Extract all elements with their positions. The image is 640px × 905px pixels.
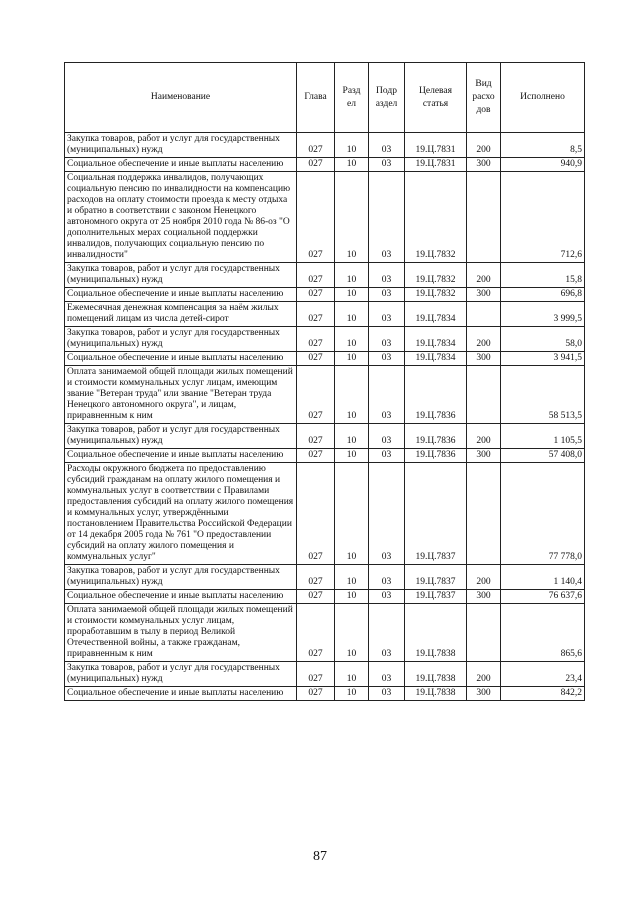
cell-chapter: 027 — [297, 463, 335, 565]
cell-name: Социальная поддержка инвалидов, получающих социальную пенсию по инвалидности на компенсацию расходов на оплату стоимости проезда к месту отдыха и обратно в соответствии с законом Ненецкого автономного округа от 25 ноября 2010 года № 86-оз "О дополнительных мерах социальной поддержки инвалидов, получающих социальную пенсию по инвалидности" — [65, 172, 297, 263]
cell-chapter: 027 — [297, 449, 335, 463]
table-row — [65, 158, 585, 172]
cell-section: 10 — [335, 158, 369, 172]
cell-subsection: 03 — [369, 590, 405, 604]
cell-name: Оплата занимаемой общей площади жилых помещений и стоимости коммунальных услуг лицам, проработавшим в тылу в период Великой Отечественной войны, а также гражданам, приравненным к ним — [65, 604, 297, 662]
cell-target: 19.Ц.7837 — [405, 565, 467, 590]
cell-subsection: 03 — [369, 352, 405, 366]
cell-name: Социальное обеспечение и иные выплаты населению — [65, 352, 297, 366]
cell-executed: 77 778,0 — [501, 463, 585, 565]
cell-chapter: 027 — [297, 565, 335, 590]
cell-chapter: 027 — [297, 302, 335, 327]
cell-name: Социальное обеспечение и иные выплаты населению — [65, 288, 297, 302]
cell-target: 19.Ц.7836 — [405, 424, 467, 449]
cell-target: 19.Ц.7831 — [405, 133, 467, 158]
cell-name: Закупка товаров, работ и услуг для государственных (муниципальных) нужд — [65, 662, 297, 687]
cell-target: 19.Ц.7834 — [405, 327, 467, 352]
cell-section: 10 — [335, 463, 369, 565]
cell-exp-type: 200 — [467, 662, 501, 687]
cell-section: 10 — [335, 327, 369, 352]
cell-chapter: 027 — [297, 604, 335, 662]
table-row — [65, 662, 585, 687]
cell-exp-type: 300 — [467, 158, 501, 172]
cell-exp-type: 200 — [467, 565, 501, 590]
cell-chapter: 027 — [297, 133, 335, 158]
table-row — [65, 263, 585, 288]
cell-exp-type: 300 — [467, 687, 501, 701]
header-name: Наименование — [65, 63, 297, 133]
cell-executed: 15,8 — [501, 263, 585, 288]
cell-target: 19.Ц.7837 — [405, 463, 467, 565]
cell-executed: 712,6 — [501, 172, 585, 263]
cell-name: Закупка товаров, работ и услуг для государственных (муниципальных) нужд — [65, 263, 297, 288]
cell-executed: 23,4 — [501, 662, 585, 687]
cell-chapter: 027 — [297, 263, 335, 288]
header-target: Целевая статья — [405, 63, 467, 133]
cell-target: 19.Ц.7838 — [405, 687, 467, 701]
cell-target: 19.Ц.7832 — [405, 263, 467, 288]
cell-section: 10 — [335, 565, 369, 590]
cell-exp-type — [467, 302, 501, 327]
cell-subsection: 03 — [369, 687, 405, 701]
cell-exp-type: 300 — [467, 352, 501, 366]
cell-section: 10 — [335, 449, 369, 463]
cell-subsection: 03 — [369, 158, 405, 172]
cell-name: Социальное обеспечение и иные выплаты населению — [65, 590, 297, 604]
cell-executed: 1 105,5 — [501, 424, 585, 449]
cell-subsection: 03 — [369, 327, 405, 352]
table-row — [65, 172, 585, 263]
cell-subsection: 03 — [369, 172, 405, 263]
cell-exp-type — [467, 463, 501, 565]
header-executed: Исполнено — [501, 63, 585, 133]
cell-executed: 842,2 — [501, 687, 585, 701]
table-row — [65, 604, 585, 662]
cell-name: Социальное обеспечение и иные выплаты населению — [65, 687, 297, 701]
cell-section: 10 — [335, 172, 369, 263]
cell-subsection: 03 — [369, 424, 405, 449]
table-row — [65, 133, 585, 158]
cell-target: 19.Ц.7837 — [405, 590, 467, 604]
cell-name: Ежемесячная денежная компенсация за наём жилых помещений лицам из числа детей-сирот — [65, 302, 297, 327]
cell-exp-type: 200 — [467, 133, 501, 158]
cell-subsection: 03 — [369, 463, 405, 565]
table-row — [65, 463, 585, 565]
header-chapter: Глава — [297, 63, 335, 133]
cell-chapter: 027 — [297, 158, 335, 172]
cell-target: 19.Ц.7838 — [405, 604, 467, 662]
cell-name: Расходы окружного бюджета по предоставлению субсидий гражданам на оплату жилого помещения и коммунальных услуг в соответствии с Правилами предоставления субсидий на оплату жилого помещения и коммунальных услуг, утверждёнными постановлением Правительства Российской Федерации от 14 декабря 2005 года № 761 "О предоставлении субсидий на оплату жилого помещения и коммунальных услуг" — [65, 463, 297, 565]
cell-section: 10 — [335, 424, 369, 449]
cell-section: 10 — [335, 263, 369, 288]
cell-exp-type — [467, 604, 501, 662]
cell-subsection: 03 — [369, 133, 405, 158]
cell-chapter: 027 — [297, 172, 335, 263]
cell-chapter: 027 — [297, 424, 335, 449]
cell-subsection: 03 — [369, 288, 405, 302]
cell-section: 10 — [335, 590, 369, 604]
cell-section: 10 — [335, 133, 369, 158]
cell-executed: 57 408,0 — [501, 449, 585, 463]
cell-chapter: 027 — [297, 590, 335, 604]
cell-executed: 76 637,6 — [501, 590, 585, 604]
cell-executed: 8,5 — [501, 133, 585, 158]
cell-subsection: 03 — [369, 662, 405, 687]
cell-target: 19.Ц.7836 — [405, 449, 467, 463]
header-row — [65, 63, 585, 133]
table-row — [65, 565, 585, 590]
table-row — [65, 288, 585, 302]
cell-exp-type: 300 — [467, 288, 501, 302]
cell-target: 19.Ц.7831 — [405, 158, 467, 172]
cell-executed: 696,8 — [501, 288, 585, 302]
cell-target: 19.Ц.7836 — [405, 366, 467, 424]
cell-subsection: 03 — [369, 565, 405, 590]
cell-executed: 865,6 — [501, 604, 585, 662]
header-section: Разд ел — [335, 63, 369, 133]
cell-section: 10 — [335, 302, 369, 327]
header-subsection: Подр аздел — [369, 63, 405, 133]
cell-subsection: 03 — [369, 366, 405, 424]
table-row — [65, 327, 585, 352]
cell-exp-type: 300 — [467, 449, 501, 463]
cell-chapter: 027 — [297, 352, 335, 366]
page-number: 87 — [313, 849, 327, 864]
cell-chapter: 027 — [297, 366, 335, 424]
cell-subsection: 03 — [369, 449, 405, 463]
table-row — [65, 352, 585, 366]
cell-exp-type: 200 — [467, 263, 501, 288]
cell-section: 10 — [335, 366, 369, 424]
cell-executed: 1 140,4 — [501, 565, 585, 590]
cell-section: 10 — [335, 604, 369, 662]
cell-exp-type: 200 — [467, 327, 501, 352]
cell-executed: 58,0 — [501, 327, 585, 352]
cell-exp-type — [467, 172, 501, 263]
cell-name: Социальное обеспечение и иные выплаты населению — [65, 158, 297, 172]
cell-section: 10 — [335, 662, 369, 687]
table-row — [65, 302, 585, 327]
cell-section: 10 — [335, 352, 369, 366]
cell-executed: 3 941,5 — [501, 352, 585, 366]
cell-exp-type: 200 — [467, 424, 501, 449]
header-exp-type: Вид расхо дов — [467, 63, 501, 133]
table-row — [65, 449, 585, 463]
cell-target: 19.Ц.7838 — [405, 662, 467, 687]
table-row — [65, 366, 585, 424]
table-row — [65, 687, 585, 701]
table-row — [65, 424, 585, 449]
table-row — [65, 590, 585, 604]
cell-subsection: 03 — [369, 302, 405, 327]
cell-target: 19.Ц.7832 — [405, 172, 467, 263]
cell-name: Закупка товаров, работ и услуг для государственных (муниципальных) нужд — [65, 424, 297, 449]
cell-target: 19.Ц.7834 — [405, 352, 467, 366]
cell-executed: 940,9 — [501, 158, 585, 172]
cell-chapter: 027 — [297, 687, 335, 701]
cell-name: Закупка товаров, работ и услуг для государственных (муниципальных) нужд — [65, 565, 297, 590]
cell-name: Закупка товаров, работ и услуг для государственных (муниципальных) нужд — [65, 133, 297, 158]
cell-chapter: 027 — [297, 662, 335, 687]
cell-subsection: 03 — [369, 604, 405, 662]
cell-section: 10 — [335, 288, 369, 302]
budget-table — [64, 62, 585, 701]
cell-exp-type: 300 — [467, 590, 501, 604]
table-body — [65, 133, 585, 701]
cell-executed: 58 513,5 — [501, 366, 585, 424]
cell-name: Социальное обеспечение и иные выплаты населению — [65, 449, 297, 463]
cell-target: 19.Ц.7832 — [405, 288, 467, 302]
cell-section: 10 — [335, 687, 369, 701]
cell-executed: 3 999,5 — [501, 302, 585, 327]
cell-subsection: 03 — [369, 263, 405, 288]
cell-target: 19.Ц.7834 — [405, 302, 467, 327]
cell-name: Закупка товаров, работ и услуг для государственных (муниципальных) нужд — [65, 327, 297, 352]
cell-chapter: 027 — [297, 288, 335, 302]
cell-exp-type — [467, 366, 501, 424]
cell-name: Оплата занимаемой общей площади жилых помещений и стоимости коммунальных услуг лицам, имеющим звание "Ветеран труда" или звание "Ветеран труда Ненецкого автономного округа", и лицам, приравненным к ним — [65, 366, 297, 424]
cell-chapter: 027 — [297, 327, 335, 352]
